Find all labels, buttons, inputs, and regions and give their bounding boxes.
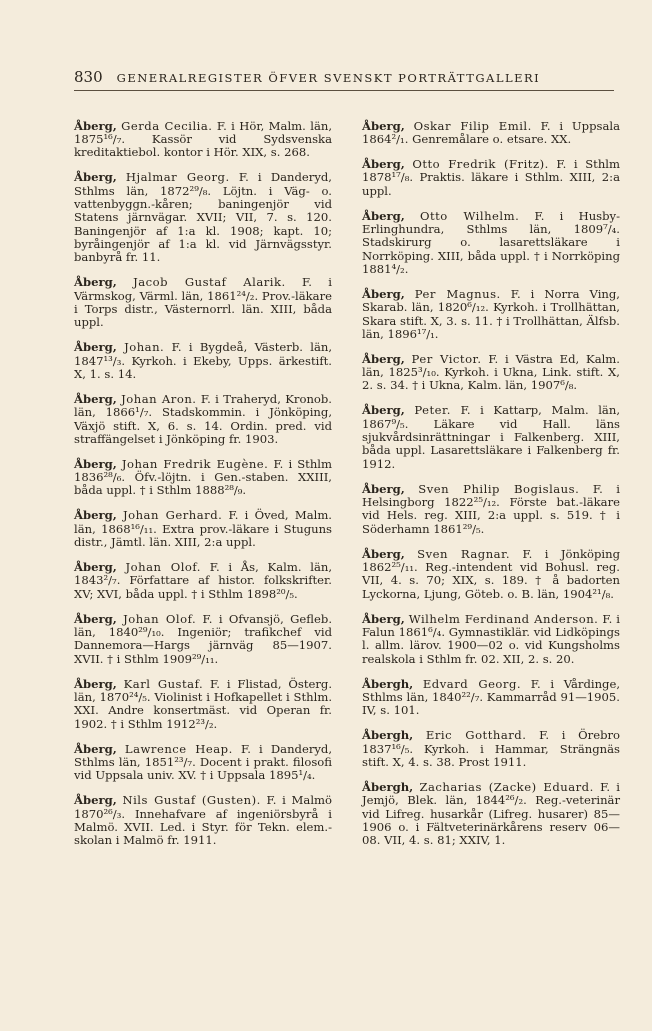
page-header xyxy=(74,68,614,91)
register-entry: Åbergh, Zacharias (Zacke) Eduard. F. i Jemjö, Blek. län, 1844²⁶/₂. Reg.-veterinär vid Lifreg. husarkår (Lifreg. husarer) 85—1906 o. i Fältveterinärkårens reserv 06—08. VII, 4. s. 81; XXIV, 1. xyxy=(362,779,621,848)
left-column xyxy=(74,108,332,857)
register-entry: Åberg, Oskar Filip Emil. F. i Uppsala 1864²/₁. Genremålare o. etsare. XX. xyxy=(362,118,620,146)
right-column xyxy=(362,108,620,857)
register-entry: Åberg, Sven Ragnar. F. i Jönköping 1862²⁵/₁₁. Reg.-intendent vid Bohusl. reg. VII, 4. s. 70; XIX, s. 189. † å badorten Lyckorna, Ljung, Göteb. o. B. län, 1904²¹/₈. xyxy=(362,546,620,601)
register-entry: Åberg, Per Victor. F. i Västra Ed, Kalm. län, 1825³/₁₀. Kyrkoh. i Ukna, Link. stift. X, 2. s. 34. † i Ukna, Kalm. län, 1907⁶/₈. xyxy=(362,351,620,393)
register-entry: Åberg, Otto Fredrik (Fritz). F. i Sthlm 1878¹⁷/₈. Praktis. läkare i Sthlm. XIII, 2:a uppl. xyxy=(362,156,621,198)
register-entry: Åbergh, Eric Gotthard. F. i Örebro 1837¹⁶/₅. Kyrkoh. i Hammar, Strängnäs stift. X, 4. s. 38. Prost 1911. xyxy=(362,728,621,769)
register-entry: Åberg, Karl Gustaf. F. i Flistad, Österg. län, 1870²⁴/₅. Violinist i Hofkapellet i Sthlm. XXI. Andre konsertmäst. vid Operan fr. 1902. † i Sthlm 1912²³/₂. xyxy=(74,676,333,731)
register-entry: Åberg, Johan Olof. F. i Ås, Kalm. län, 1843²/₇. Författare af histor. folkskrifter. XV; XVI, båda uppl. † i Sthlm 1898²⁰/₅. xyxy=(74,560,333,601)
register-entry: Åberg, Peter. F. i Kattarp, Malm. län, 1867⁹/₅. Läkare vid Hall. läns sjukvårdsinrättningar i Falkenberg. XIII, båda uppl. Lasarettsläkare i Falkenberg fr. 1912. xyxy=(362,403,621,471)
register-entry: Åberg, Hjalmar Georg. F. i Danderyd, Sthlms län, 1872²⁹/₈. Löjtn. i Väg- o. vattenbyggn.-kåren; baningenjör vid Statens järnvägar. XVII; VII, 7. s. 120. Baningenjör af 1:a kl. 1908; kapt. 10; byråingenjör af 1:a kl. vid Järnvägsstyr. banbyrå fr. 11. xyxy=(74,170,332,265)
register-entry: Åberg, Otto Wilhelm. F. i Husby-Erlinghundra, Sthlms län, 1809⁷/₄. Stadskirurg o. lasarettsläkare i Norrköping. XIII, båda uppl. † i Norrköping 1881⁴/₂. xyxy=(362,208,620,276)
register-entry: Åberg, Johan Fredrik Eugène. F. i Sthlm 1836²⁸/₆. Öfv.-löjtn. i Gen.-staben. XXIII, båda uppl. † i Sthlm 1888²⁸/₉. xyxy=(74,456,333,498)
register-entry: Åberg, Johan Aron. F. i Traheryd, Kronob. län, 1866¹/₇. Stadskommin. i Jönköping, Växjö stift. X, 6. s. 14. Ordin. pred. vid straffängelset i Jönköping fr. 1903. xyxy=(74,391,332,446)
register-entry: Åberg, Per Magnus. F. i Norra Ving, Skarab. län, 1820⁶/₁₂. Kyrkoh. i Trollhättan, Skara stift. X, 3. s. 11. † i Trollhättan, Älfsb. län, 1896¹⁷/₁. xyxy=(362,286,620,341)
register-entry: Åberg, Lawrence Heap. F. i Danderyd, Sthlms län, 1851²³/₇. Docent i prakt. filosofi vid Uppsala univ. XV. † i Uppsala 1895¹/₄. xyxy=(74,741,333,783)
register-entry: Åberg, Johan. F. i Bygdeå, Västerb. län, 1847¹³/₃. Kyrkoh. i Ekeby, Upps. ärkestift. X, 1. s. 14. xyxy=(74,340,333,381)
register-entry: Åberg, Jacob Gustaf Alarik. F. i Värmskog, Värml. län, 1861²⁴/₂. Prov.-läkare i Torps distr., Västernorrl. län. XIII, båda uppl. xyxy=(74,275,333,330)
register-entry: Åberg, Johan Olof. F. i Ofvansjö, Gefleb. län, 1840²⁹/₁₀. Ingeniör; trafikchef vid Dannemora—Hargs järnväg 85—1907. XVII. † i Sthlm 1909²⁹/₁₁. xyxy=(74,611,332,666)
register-entry: Åberg, Johan Gerhard. F. i Öved, Malm. län, 1868¹⁶/₁₁. Extra prov.-läkare i Stuguns distr., Jämtl. län. XIII, 2:a uppl. xyxy=(74,508,332,550)
register-entry: Åberg, Nils Gustaf (Gusten). F. i Malmö 1870²⁶/₃. Innehafvare af ingeniörsbyrå i Malmö. XVII. Led. i Styr. för Tekn. elem.-skolan i Malmö fr. 1911. xyxy=(74,793,332,848)
register-entry: Åberg, Gerda Cecilia. F. i Hör, Malm. län, 1875¹⁶/₇. Kassör vid Sydsvenska kreditaktiebol. kontor i Hör. XIX, s. 268. xyxy=(74,118,333,160)
register-entry: Åberg, Wilhelm Ferdinand Anderson. F. i Falun 1861⁶/₄. Gymnastiklär. vid Lidköpings l. allm. lärov. 1900—02 o. vid Kungsholms realskola i Sthlm fr. 02. XII, 2. s. 20. xyxy=(362,611,620,666)
register-entry: Åberg, Sven Philip Bogislaus. F. i Helsingborg 1822²⁵/₁₂. Förste bat.-läkare vid Hels. reg. XIII, 2:a uppl. s. 519. † i Söderhamn 1861²⁹/₅. xyxy=(362,481,621,536)
running-title: GENERALREGISTER ÖFVER SVENSKT PORTRÄTTGALLERI xyxy=(116,71,541,85)
register-entry: Åbergh, Edvard Georg. F. i Vårdinge, Sthlms län, 1840²²/₇. Kammarråd 91—1905. IV, s. 101. xyxy=(362,676,621,718)
page-number: 830 xyxy=(74,68,103,86)
